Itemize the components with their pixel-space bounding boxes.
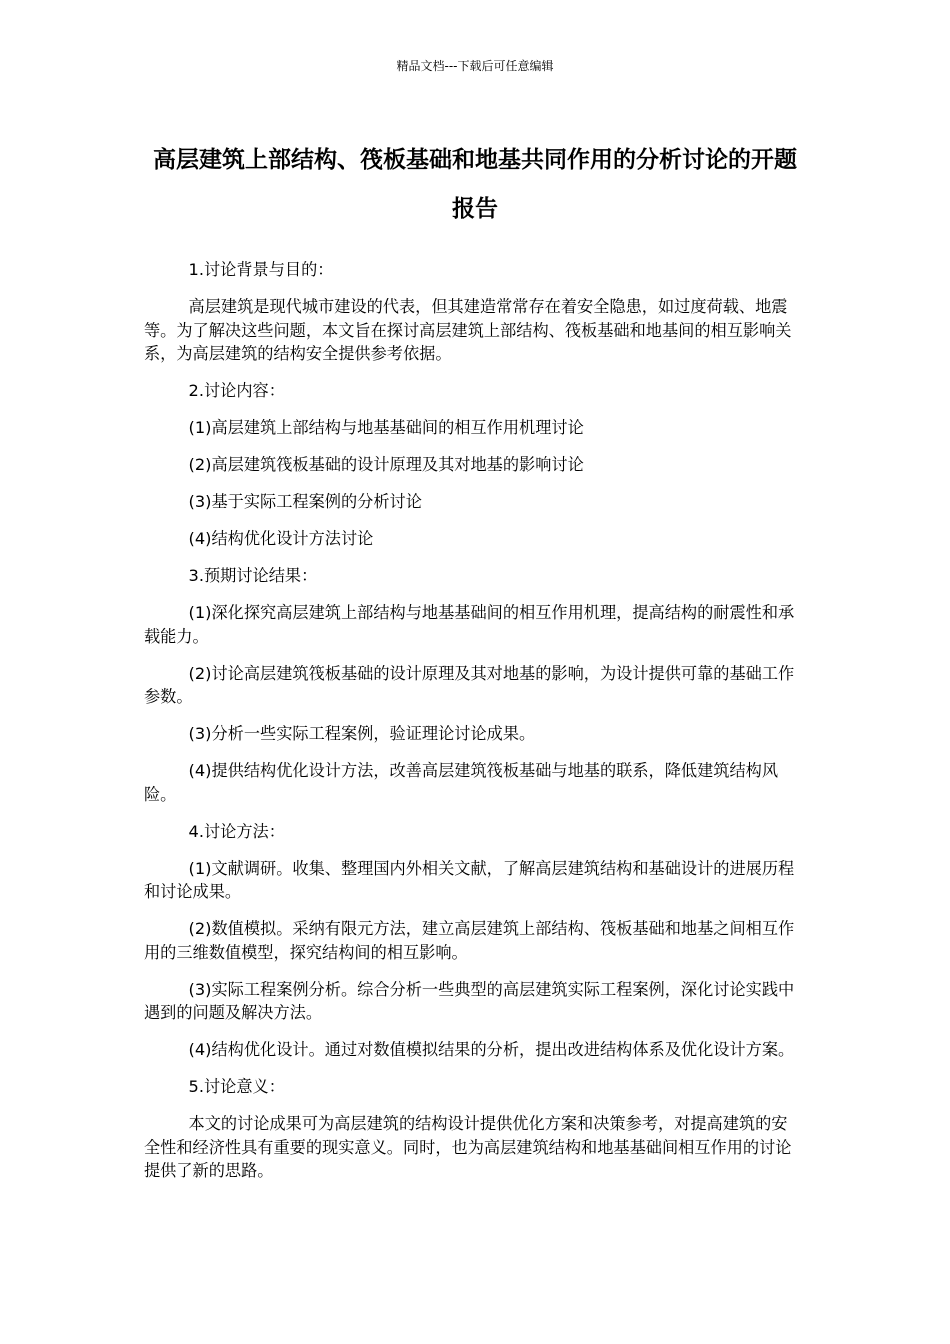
method-item-1: (1)文献调研。收集、整理国内外相关文献，了解高层建筑结构和基础设计的进展历程和讨论成果。 — [144, 858, 795, 901]
paragraph-significance: 本文的讨论成果可为高层建筑的结构设计提供优化方案和决策参考，对提高建筑的安全性和经济性具有重要的现实意义。同时，也为高层建筑结构和地基基础间相互作用的讨论提供了新的思路。 — [144, 1114, 792, 1180]
section-heading-results: 3.预期讨论结果： — [188, 566, 318, 585]
result-item-2: (2)讨论高层建筑筏板基础的设计原理及其对地基的影响，为设计提供可靠的基础工作参数。 — [144, 663, 795, 706]
section-heading-content: 2.讨论内容： — [188, 381, 285, 400]
result-item-3: (3)分析一些实际工程案例，验证理论讨论成果。 — [188, 724, 536, 743]
content-item-3: (3)基于实际工程案例的分析讨论 — [188, 492, 422, 511]
content-item-1: (1)高层建筑上部结构与地基基础间的相互作用机理讨论 — [188, 418, 584, 437]
section-heading-methods: 4.讨论方法： — [188, 821, 285, 841]
method-item-4: (4)结构优化设计。通过对数值模拟结果的分析，提出改进结构体系及优化设计方案。 — [188, 1040, 795, 1059]
paragraph-background: 高层建筑是现代城市建设的代表，但其建造常常存在着安全隐患，如过度荷载、地震等。为了解决这些问题，本文旨在探讨高层建筑上部结构、筏板基础和地基间的相互影响关系，为高层建筑的结构安全提供参考依据。 — [144, 297, 792, 363]
method-item-3: (3)实际工程案例分析。综合分析一些典型的高层建筑实际工程案例，深化讨论实践中遇到的问题及解决方法。 — [144, 979, 795, 1022]
content-item-2: (2)高层建筑筏板基础的设计原理及其对地基的影响讨论 — [188, 455, 584, 474]
document-title: 高层建筑上部结构、筏板基础和地基共同作用的分析讨论的开题报告 — [153, 147, 797, 222]
method-item-2: (2)数值模拟。采纳有限元方法，建立高层建筑上部结构、筏板基础和地基之间相互作用的三维数值模型，探究结构间的相互影响。 — [144, 919, 795, 962]
result-item-4: (4)提供结构优化设计方法，改善高层建筑筏板基础与地基的联系，降低建筑结构风险。 — [144, 761, 779, 804]
document-body — [144, 258, 796, 1196]
content-item-4: (4)结构优化设计方法讨论 — [188, 529, 374, 548]
result-item-1: (1)深化探究高层建筑上部结构与地基基础间的相互作用机理，提高结构的耐震性和承载能力。 — [144, 603, 795, 646]
section-heading-background: 1.讨论背景与目的： — [188, 260, 334, 279]
section-heading-significance: 5.讨论意义： — [188, 1077, 285, 1096]
header-note: 精品文档---下载后可任意编辑 — [396, 59, 554, 73]
